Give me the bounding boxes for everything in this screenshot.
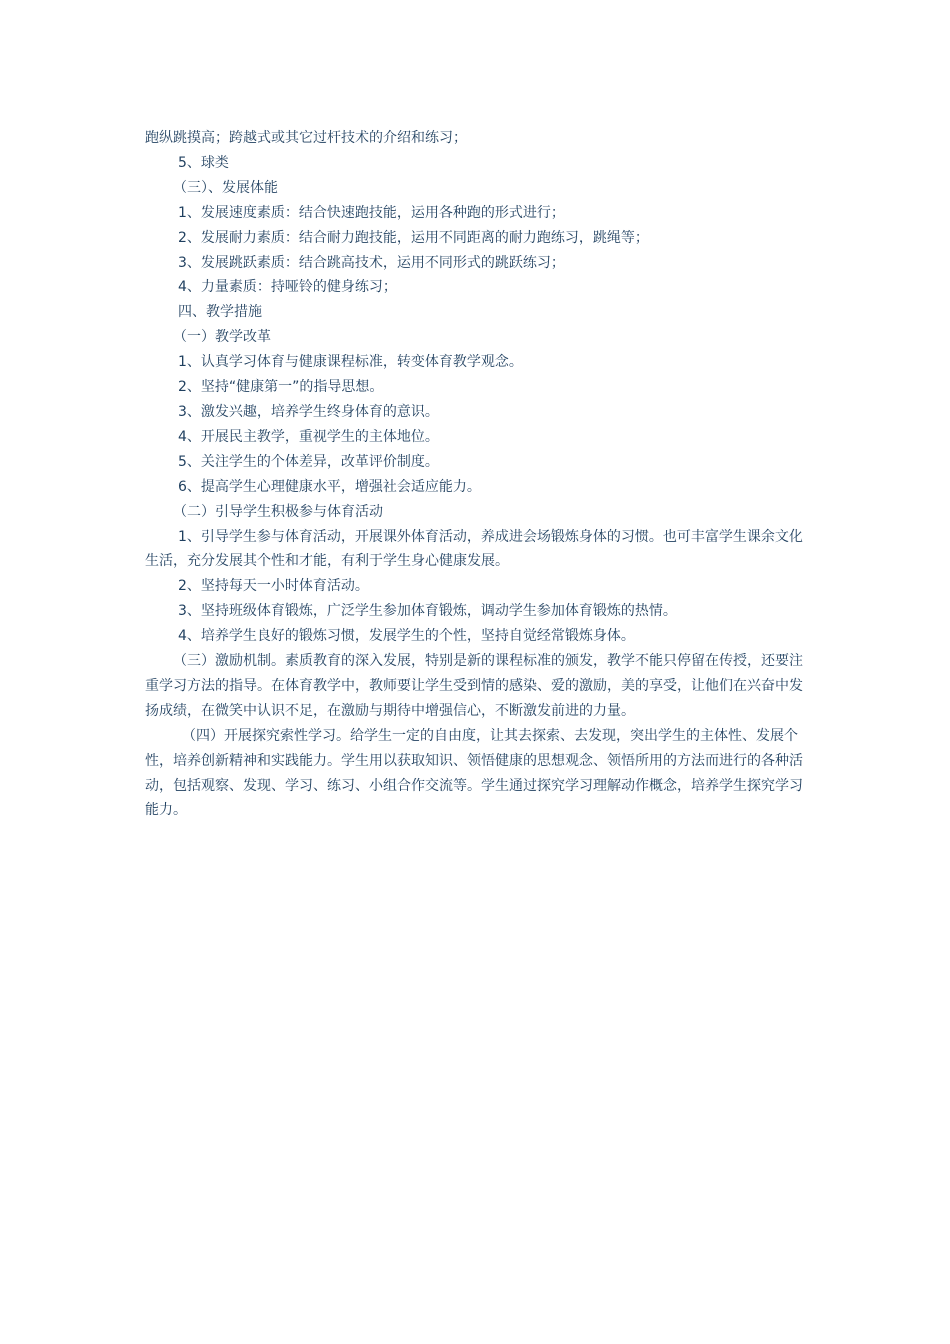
list-item-reform-3: 3、激发兴趣，培养学生终身体育的意识。 bbox=[178, 403, 439, 420]
list-item-reform-2: 2、坚持“健康第一”的指导思想。 bbox=[178, 379, 384, 396]
section-heading-teaching-measures: 四、教学措施 bbox=[178, 304, 262, 321]
paragraph-inquiry-learning: （四）开展探究索性学习。给学生一定的自由度，让其去探索、去发现，突出学生的主体性、发展个性，培养创新精神和实践能力。学生用以获取知识、领悟健康的思想观念、领悟所用的方法而进行的各种活动，包括观察、发现、学习、练习、小组合作交流等。学生通过探究学习理解动作概念，培养学生探究学习能力。 bbox=[145, 727, 803, 819]
list-item-ball-games: 5、球类 bbox=[178, 154, 229, 171]
section-heading-physical-fitness: （三）、发展体能 bbox=[173, 179, 278, 196]
document-body bbox=[145, 126, 810, 823]
list-item-guidance-2: 2、坚持每天一小时体育活动。 bbox=[178, 578, 369, 595]
paragraph-continuation: 跑纵跳摸高；跨越式或其它过杆技术的介绍和练习； bbox=[145, 130, 467, 146]
list-item-reform-5: 5、关注学生的个体差异，改革评价制度。 bbox=[178, 453, 439, 470]
list-item-guidance-4: 4、培养学生良好的锻炼习惯，发展学生的个性，坚持自觉经常锻炼身体。 bbox=[178, 628, 635, 645]
paragraph-incentive: （三）激励机制。素质教育的深入发展，特别是新的课程标准的颁发，教学不能只停留在传授，还要注重学习方法的指导。在体育教学中，教师要让学生受到情的感染、爱的激励，美的享受，让他们在兴奋中发扬成绩，在微笑中认识不足，在激励与期待中增强信心，不断激发前进的力量。 bbox=[145, 653, 803, 719]
list-item-guidance-3: 3、坚持班级体育锻炼，广泛学生参加体育锻炼，调动学生参加体育锻炼的热情。 bbox=[178, 603, 677, 620]
list-item-strength: 4、力量素质：持哑铃的健身练习； bbox=[178, 279, 397, 296]
subsection-heading-reform: （一）教学改革 bbox=[173, 329, 271, 346]
list-item-reform-4: 4、开展民主教学，重视学生的主体地位。 bbox=[178, 428, 439, 445]
list-item-guidance-1: 1、引导学生参与体育活动，开展课外体育活动，养成进会场锻炼身体的习惯。也可丰富学生课余文化生活，充分发展其个性和才能，有利于学生身心健康发展。 bbox=[145, 528, 803, 570]
subsection-heading-guidance: （二）引导学生积极参与体育活动 bbox=[173, 503, 383, 520]
list-item-jumping: 3、发展跳跃素质：结合跳高技术，运用不同形式的跳跃练习； bbox=[178, 254, 565, 271]
list-item-endurance: 2、发展耐力素质：结合耐力跑技能，运用不同距离的耐力跑练习，跳绳等； bbox=[178, 229, 649, 246]
list-item-reform-1: 1、认真学习体育与健康课程标准，转变体育教学观念。 bbox=[178, 354, 523, 371]
list-item-reform-6: 6、提高学生心理健康水平，增强社会适应能力。 bbox=[178, 478, 481, 495]
list-item-speed: 1、发展速度素质：结合快速跑技能，运用各种跑的形式进行； bbox=[178, 204, 565, 221]
